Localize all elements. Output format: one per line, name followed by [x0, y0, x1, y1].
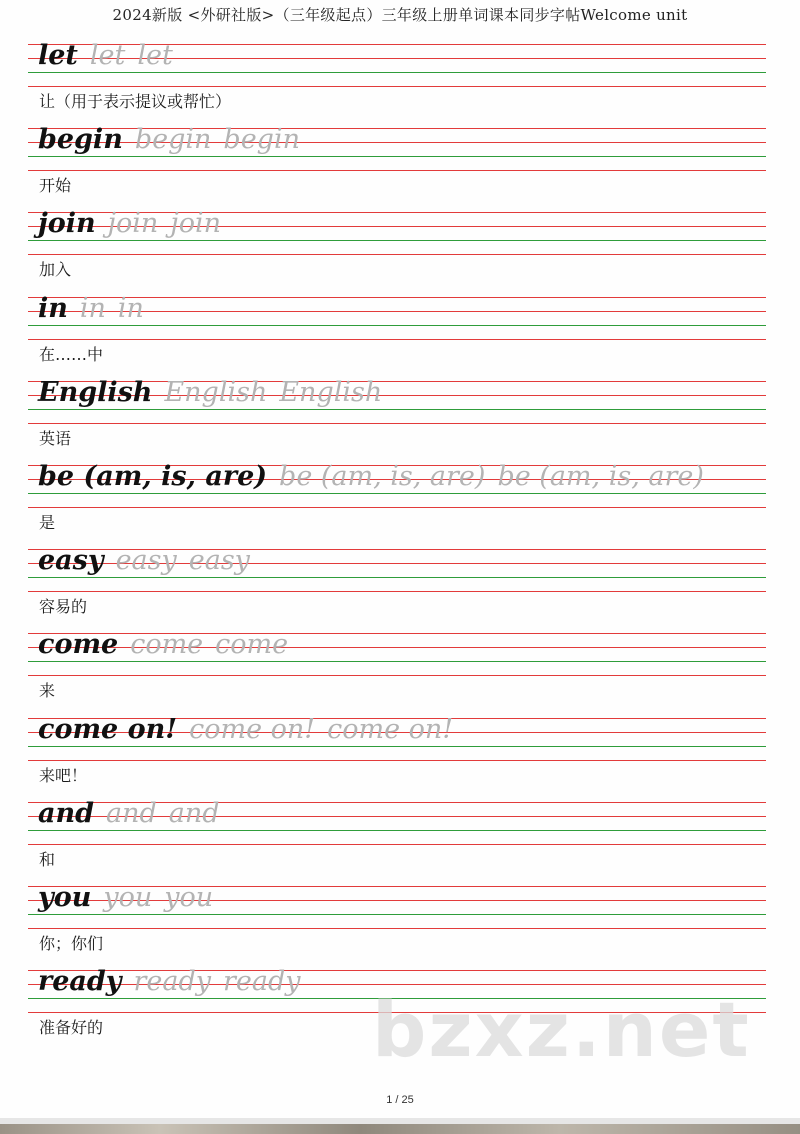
word-row	[28, 629, 766, 717]
trace-word: let	[137, 40, 173, 71]
trace-word: join	[170, 208, 221, 240]
vocab-word: and	[38, 797, 95, 829]
guide-rule	[28, 507, 766, 508]
bottom-edge	[0, 1124, 800, 1134]
trace-word: English	[164, 376, 268, 408]
vocab-word: ready	[38, 966, 122, 998]
trace-word: ready	[133, 966, 211, 998]
word-row	[28, 292, 766, 381]
word-meaning: 加入	[39, 260, 72, 280]
word-meaning: 让（用于表示提议或帮忙）	[39, 92, 232, 111]
trace-word: come on!	[327, 713, 454, 745]
trace-word: join	[107, 208, 159, 240]
guide-rule	[28, 844, 766, 845]
word-row	[28, 713, 766, 802]
guide-rule	[28, 423, 766, 424]
word-meaning: 容易的	[39, 597, 88, 617]
word-practice-line	[38, 543, 250, 579]
trace-word: let	[89, 40, 126, 71]
trace-word: you	[103, 882, 153, 913]
vocab-word: be (am, is, are)	[38, 461, 268, 492]
guide-rule	[28, 591, 766, 592]
word-practice-line	[38, 712, 453, 748]
word-row	[28, 376, 766, 465]
trace-word: ready	[223, 966, 301, 998]
guide-rule	[28, 928, 766, 929]
word-row	[28, 124, 766, 212]
word-practice-line	[38, 122, 300, 158]
trace-word: come	[215, 629, 289, 661]
word-meaning: 和	[39, 849, 56, 869]
vocab-word: easy	[38, 545, 104, 577]
trace-word: and	[106, 797, 157, 829]
word-practice-line	[38, 38, 173, 74]
trace-word: English	[279, 376, 383, 408]
guide-rule	[28, 254, 766, 255]
word-practice-line	[38, 880, 213, 916]
trace-word: and	[168, 797, 220, 829]
word-meaning: 准备好的	[39, 1018, 104, 1038]
trace-word: come on!	[189, 713, 316, 745]
guide-rule	[28, 760, 766, 761]
trace-word: come	[130, 629, 204, 661]
word-practice-line	[38, 206, 221, 242]
trace-word: begin	[223, 124, 300, 156]
word-practice-line	[38, 964, 301, 1000]
guide-rule	[28, 170, 766, 171]
vocab-word: let	[38, 40, 78, 71]
trace-word: you	[164, 882, 214, 913]
guide-rule	[28, 86, 766, 87]
word-meaning: 是	[39, 513, 56, 532]
word-row	[28, 882, 766, 970]
vocab-word: come on!	[38, 713, 178, 745]
word-row	[28, 40, 766, 128]
word-meaning: 开始	[39, 176, 72, 196]
trace-word: in	[79, 292, 106, 324]
word-meaning: 在……中	[39, 344, 104, 364]
trace-word: easy	[188, 545, 250, 577]
word-meaning: 你；你们	[39, 934, 104, 953]
trace-word: begin	[134, 124, 212, 156]
word-practice-line	[38, 375, 382, 411]
trace-word: be (am, is, are)	[497, 461, 704, 492]
trace-word: easy	[115, 545, 177, 577]
vocab-word: come	[38, 629, 119, 661]
guide-rule	[28, 339, 766, 340]
word-practice-line	[38, 291, 144, 327]
watermark: bzxz.net	[372, 985, 751, 1074]
word-row	[28, 461, 766, 549]
word-meaning: 英语	[39, 428, 72, 448]
page-title: 2024新版 <外研社版>（三年级起点）三年级上册单词课本同步字帖Welcome unit	[112, 6, 688, 24]
vocab-word: you	[38, 882, 92, 913]
word-practice-line	[38, 627, 288, 663]
word-practice-line	[38, 796, 220, 832]
trace-word: be (am, is, are)	[279, 461, 486, 492]
vocab-word: join	[38, 208, 96, 240]
trace-word: in	[117, 292, 144, 324]
vocab-word: begin	[38, 124, 123, 156]
word-practice-line	[38, 459, 704, 495]
word-row	[28, 208, 766, 296]
word-meaning: 来吧！	[39, 765, 88, 785]
word-meaning: 来	[39, 681, 56, 701]
vocab-word: in	[38, 292, 68, 324]
page-indicator: 1 / 25	[386, 1094, 414, 1106]
vocab-word: English	[38, 376, 153, 408]
guide-rule	[28, 675, 766, 676]
word-row	[28, 545, 766, 633]
word-row	[28, 797, 766, 886]
